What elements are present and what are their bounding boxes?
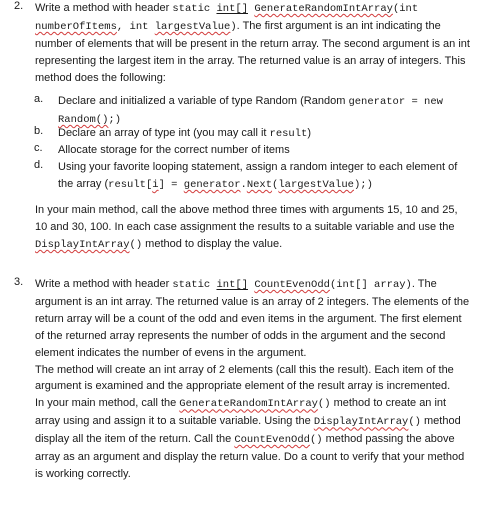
q2-code-method-name: GenerateRandomIntArray (254, 3, 393, 15)
step-a: a. Declare and initialized a variable of type Random (Random generator = new Random();) (34, 93, 443, 126)
step-b-text: Declare an array of type int (you may call it (58, 127, 270, 139)
question-3-method-description: The method will create an int array of 2 elements (call this the result). Each item of the argument is examined and the appropriate element of the result array is incremented. (35, 363, 454, 393)
question-2 (14, 0, 472, 87)
step-d-letter: d. (34, 159, 44, 171)
step-d-text: Using your favorite looping statement, assign a random integer to each element of the array ( (58, 161, 458, 190)
q2-code-static: static (172, 3, 217, 15)
question-3-main-instructions: In your main method, call the GenerateRandomIntArray() method to create an int array using and assign it to a suitable variable. Using the DisplayIntArray() method display all the item of the return. Call the CountEvenOdd() method passing the above array as an argument and display the return value. Do a count to verify that your method is working correctly. (35, 397, 465, 480)
step-d-code-generator: generator (183, 178, 241, 191)
question-2-intro: Write a method with header static int[] GenerateRandomIntArray(int numberOfItems, int largestValue). The first argument is an int indicating the number of elements that will be present in the return array. The second argument is an int representing the largest item in the array. The returned value is an array of integers. This method does the following: (35, 2, 470, 84)
step-b-code: result (269, 128, 308, 140)
q3-code-method-name: CountEvenOdd (254, 279, 330, 291)
q2-code-param-1-type: (int (392, 3, 419, 15)
question-2-main-instructions: In your main method, call the above method three times with arguments 15, 10 and 25, 10 and 30, 100. In each case assignment the results to a suitable variable and use the DisplayIntArray() method to display the value. (35, 204, 458, 251)
step-c-text: Allocate storage for the correct number of items (58, 144, 290, 156)
question-2-number: 2. (14, 0, 24, 12)
question-3-intro: Write a method with header static int[] CountEvenOdd(int[] array). The argument is an int array. The returned value is an array of 2 integers. The elements of the return array will be a count of the odd and even items in the argument. The first element of the returned array represents the number of odds in the argument and the second element indicates the number of evens in the argument. (35, 278, 470, 359)
step-a-code-random: Random() (58, 113, 109, 126)
step-c-letter: c. (34, 142, 43, 154)
q2-intro-text-1: Write a method with header (35, 2, 173, 14)
question-3-number: 3. (14, 276, 24, 288)
step-c (34, 142, 464, 159)
step-a-letter: a. (34, 93, 44, 105)
step-d-code-index: i (152, 178, 159, 191)
q3-code-generate-random: GenerateRandomIntArray (179, 398, 318, 411)
step-d-code-largest-value: largestValue (278, 178, 354, 191)
q3-code-static: static (172, 279, 217, 291)
q2-code-param-1-name: numberOfItems (35, 20, 117, 33)
question-3 (14, 276, 472, 483)
q3-code-int-array: int[] (216, 279, 248, 291)
q3-code-count-even-odd: CountEvenOdd (234, 434, 310, 447)
step-d-code-next: Next (246, 178, 273, 191)
q3-code-display-int-array: DisplayIntArray (313, 416, 409, 429)
step-a-text: Declare and initialized a variable of type Random (Random (58, 95, 349, 107)
step-b: b. Declare an array of type int (you may call it result) (34, 125, 312, 140)
q3-code-params: (int[] array) (329, 279, 412, 291)
step-d: d. Using your favorite looping statement, assign a random integer to each element of the array (result[i] = generator.Next(largestValue);) (34, 159, 458, 191)
step-a-code: generator = new (348, 96, 443, 108)
q2-code-display-int-array: DisplayIntArray (35, 238, 130, 251)
q2-intro-text-2: . The first argument is an int indicating the number of elements that will be present in the return array. The second argument is an int representing the largest item in the array. The returned value is an array of integers. This method does the following: (35, 19, 470, 84)
q2-code-param-2-type: , int (116, 20, 155, 33)
q2-code-param-2-name: largestValue (154, 20, 231, 33)
step-b-letter: b. (34, 125, 44, 137)
q2-code-int-array: int[] (216, 3, 248, 15)
